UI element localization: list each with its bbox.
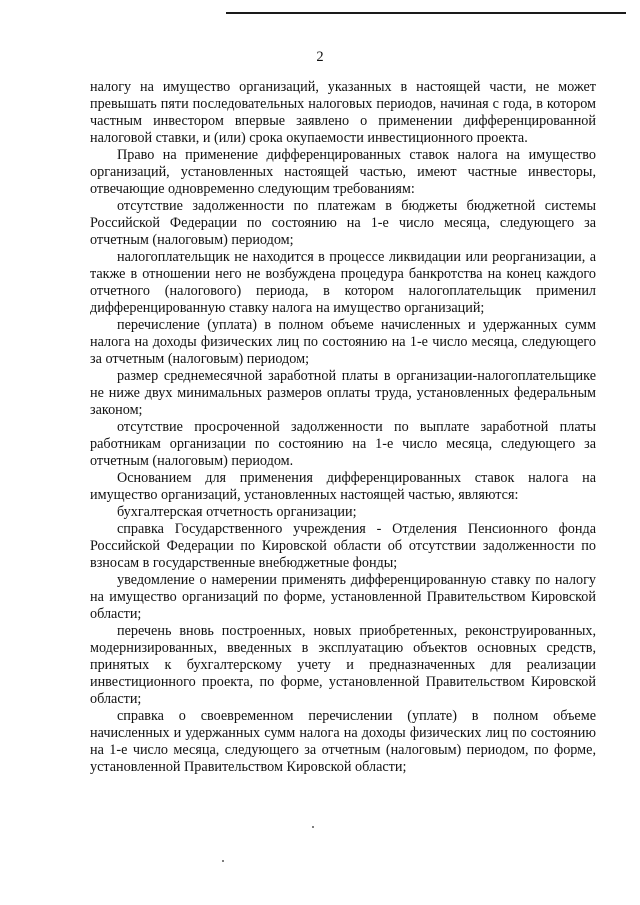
requirement-income-tax-paid: перечисление (уплата) в полном объеме начисленных и удержанных сумм налога на доходы физических лиц по состоянию на 1-е число месяца, следующего за отчетным (налоговым) периодом; [90, 317, 596, 367]
ground-accounting-statements: бухгалтерская отчетность организации; [117, 504, 357, 520]
scan-speck [222, 860, 224, 862]
page-number: 2 [316, 49, 324, 65]
ground-notification: уведомление о намерении применять дифференцированную ставку по налогу на имущество организаций по форме, установленной Правительством Кировской области; [90, 572, 596, 622]
paragraph-investor-rights: Право на применение дифференцированных ставок налога на имущество организаций, установленных настоящей частью, имеют частные инвесторы, отвечающие одновременно следующим требованиям: [90, 147, 596, 197]
paragraph-grounds: Основанием для применения дифференцированных ставок налога на имущество организаций, установленных настоящей частью, являются: [90, 470, 596, 503]
paragraph-continuation: налогу на имущество организаций, указанных в настоящей части, не может превышать пяти последовательных налоговых периодов, начиная с года, в котором частным инвестором впервые заявлено о применении дифференцированной налоговой ставки, и (или) срока окупаемости инвестиционного проекта. [90, 79, 596, 146]
ground-assets-list: перечень вновь построенных, новых приобретенных, реконструированных, модернизированных, введенных в эксплуатацию объектов основных средств, принятых к бухгалтерскому учету и предназначенных для реализации инвестиционного проекта, по форме, установленной Правительством Кировской области; [90, 623, 596, 707]
requirement-no-wage-arrears: отсутствие просроченной задолженности по выплате заработной платы работникам организации по состоянию на 1-е число месяца, следующего за отчетным (налоговым) периодом. [90, 419, 596, 469]
requirement-no-liquidation: налогоплательщик не находится в процессе ликвидации или реорганизации, а также в отношении него не возбуждена процедура банкротства на конец каждого отчетного (налогового) периода, в котором налогоплательщик применил дифференцированную ставку налога на имущество организаций; [90, 249, 596, 316]
ground-pension-fund-certificate: справка Государственного учреждения - Отделения Пенсионного фонда Российской Федерации по Кировской области об отсутствии задолженности по взносам в государственные внебюджетные фонды; [90, 521, 596, 571]
requirement-average-salary: размер среднемесячной заработной платы в организации-налогоплательщике не ниже двух минимальных размеров оплаты труда, установленных федеральным законом; [90, 368, 596, 418]
ground-income-tax-certificate: справка о своевременном перечислении (уплате) в полном объеме начисленных и удержанных сумм налога на доходы физических лиц по состоянию на 1-е число месяца, следующего за отчетным (налоговым) периодом, по форме, установленной Правительством Кировской области; [90, 708, 596, 775]
document-body [90, 79, 596, 776]
header-rule [226, 12, 626, 14]
requirement-no-debt: отсутствие задолженности по платежам в бюджеты бюджетной системы Российской Федерации по состоянию на 1-е число месяца, следующего за отчетным (налоговым) периодом; [90, 198, 596, 248]
scan-speck [312, 826, 314, 828]
